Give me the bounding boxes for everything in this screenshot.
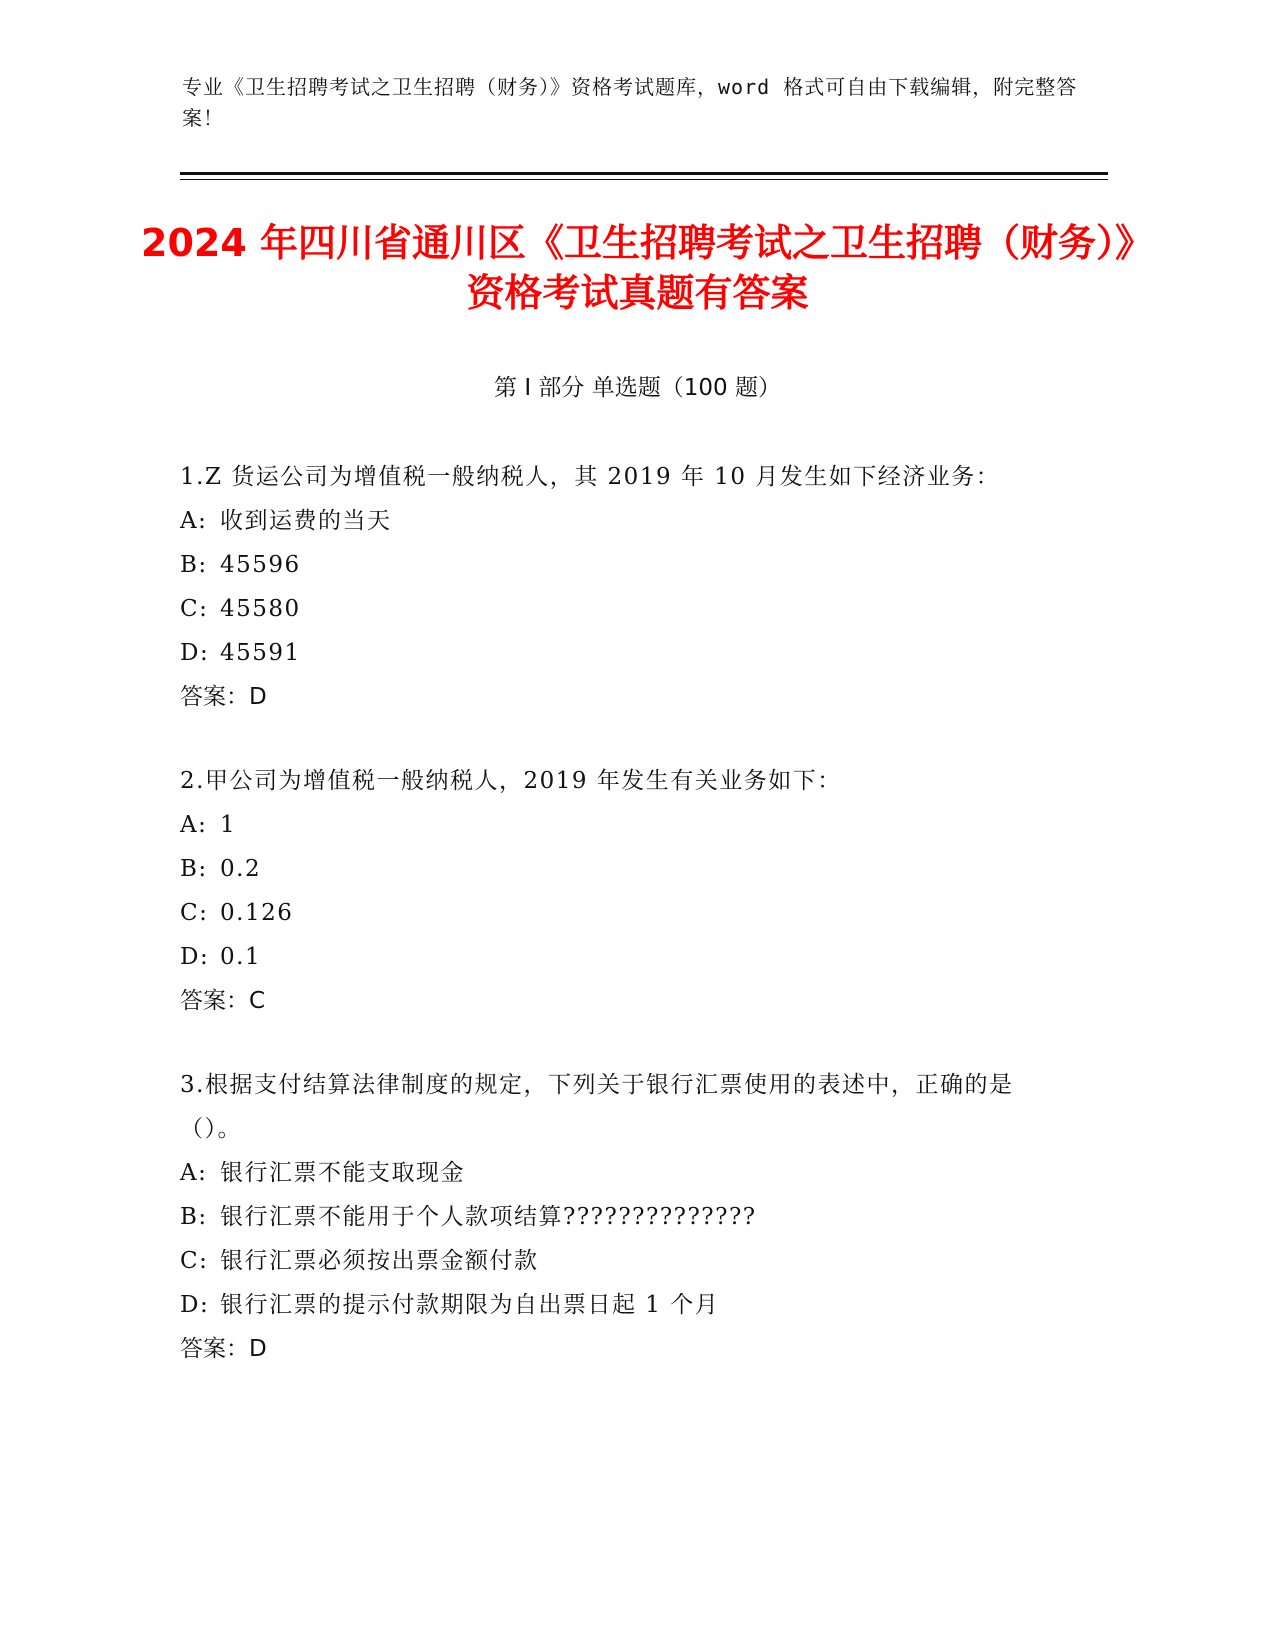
- option-text: 45596: [220, 552, 301, 578]
- option-key: C:: [180, 1248, 209, 1274]
- option-a: [180, 1151, 1060, 1195]
- option-b: [180, 543, 1060, 587]
- option-text: 银行汇票不能支取现金: [220, 1160, 465, 1186]
- option-text: 45580: [220, 596, 301, 622]
- answer-line: 答案：D: [180, 684, 267, 710]
- option-key: B:: [180, 856, 208, 882]
- option-b: [180, 1195, 1060, 1239]
- option-key: D:: [180, 944, 210, 970]
- header-note: 专业《卫生招聘考试之卫生招聘（财务）》资格考试题库，word 格式可自由下载编辑，附完整答案！: [182, 75, 1078, 130]
- option-key: B:: [180, 1204, 208, 1230]
- option-c: [180, 1239, 1060, 1283]
- option-key: A:: [180, 812, 208, 838]
- option-key: D:: [180, 1292, 210, 1318]
- option-d: [180, 935, 1060, 979]
- option-text: 0.1: [220, 944, 262, 970]
- option-key: C:: [180, 900, 209, 926]
- question-stem: 2.甲公司为增值税一般纳税人，2019 年发生有关业务如下：: [180, 768, 842, 794]
- option-c: [180, 587, 1060, 631]
- option-d: [180, 1283, 1060, 1327]
- question-stem: 1.Z 货运公司为增值税一般纳税人，其 2019 年 10 月发生如下经济业务：: [180, 464, 1001, 490]
- option-key: D:: [180, 640, 210, 666]
- option-text: 收到运费的当天: [220, 508, 392, 534]
- header-divider-thick: [180, 172, 1108, 175]
- option-b: [180, 847, 1060, 891]
- answer-line: 答案：C: [180, 988, 266, 1014]
- answer-line: 答案：D: [180, 1336, 267, 1362]
- option-text: 银行汇票的提示付款期限为自出票日起 1 个月: [220, 1292, 720, 1318]
- section-title: 第 I 部分 单选题（100 题）: [494, 375, 781, 401]
- option-a: [180, 803, 1060, 847]
- question-1: [180, 455, 1060, 719]
- question-3: [180, 1063, 1060, 1371]
- question-list: [180, 455, 1060, 1411]
- option-text: 45591: [220, 640, 301, 666]
- option-text: 银行汇票不能用于个人款项结算??????????????: [220, 1204, 757, 1230]
- option-key: A:: [180, 1160, 208, 1186]
- question-stem: 3.根据支付结算法律制度的规定，下列关于银行汇票使用的表述中，正确的是（）。: [180, 1072, 1014, 1142]
- question-2: [180, 759, 1060, 1023]
- option-c: [180, 891, 1060, 935]
- option-key: C:: [180, 596, 209, 622]
- option-key: A:: [180, 508, 208, 534]
- document-title: 2024 年四川省通川区《卫生招聘考试之卫生招聘（财务）》资格考试真题有答案: [141, 221, 1134, 315]
- option-text: 0.2: [220, 856, 262, 882]
- option-text: 0.126: [220, 900, 294, 926]
- option-text: 银行汇票必须按出票金额付款: [220, 1248, 539, 1274]
- option-d: [180, 631, 1060, 675]
- option-a: [180, 499, 1060, 543]
- option-key: B:: [180, 552, 208, 578]
- header-divider-thin: [180, 179, 1108, 180]
- option-text: 1: [220, 812, 237, 838]
